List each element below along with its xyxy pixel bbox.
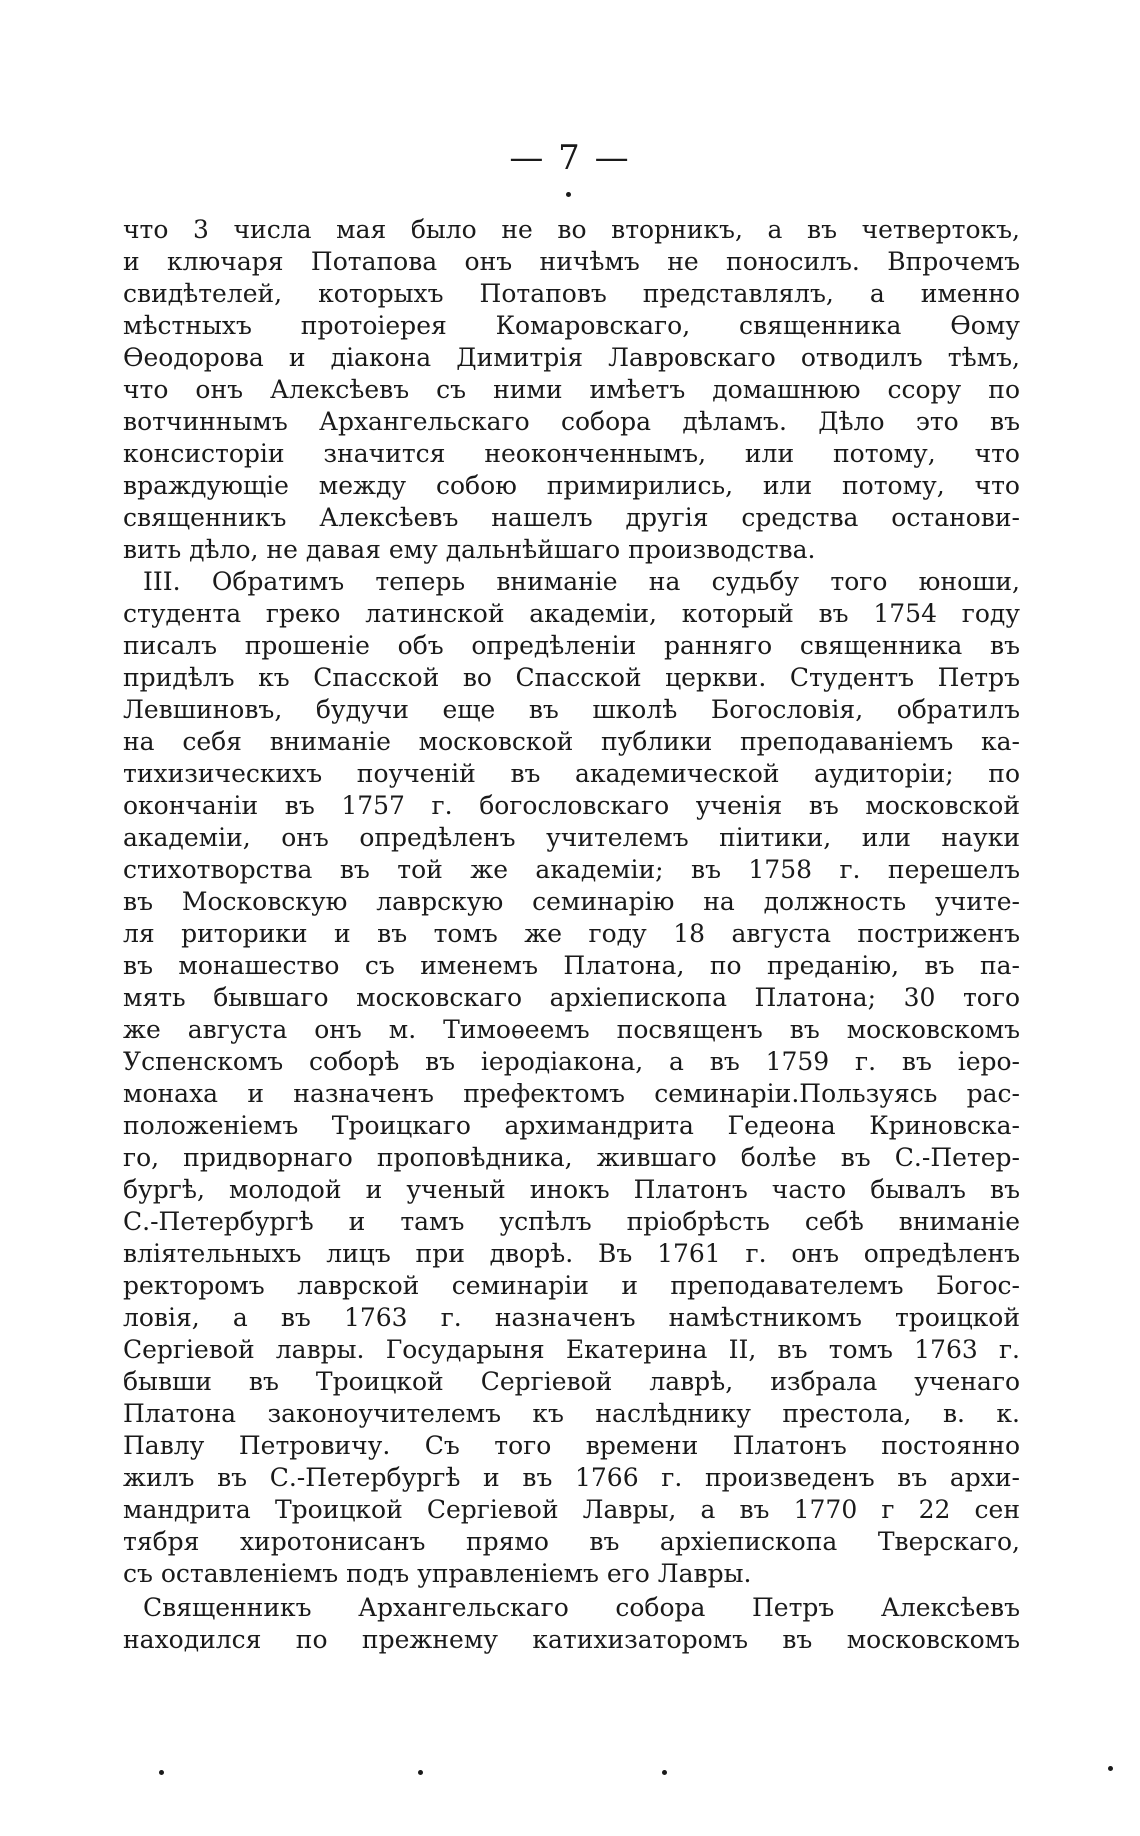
text-line: мѣстныхъ протоіерея Комаровскаго, священника Ѳому bbox=[123, 311, 1020, 340]
text-line: мандрита Троицкой Сергіевой Лавры, а въ 1770 г 22 сен bbox=[123, 1495, 1020, 1524]
text-line: же августа онъ м. Тимоѳеемъ посвященъ въ московскомъ bbox=[123, 1015, 1020, 1044]
text-line: находился по прежнему катихизаторомъ въ московскомъ bbox=[123, 1625, 1020, 1654]
text-line: что онъ Алексѣевъ съ ними имѣетъ домашнюю ссору по bbox=[123, 375, 1020, 404]
text-line: ля риторики и въ томъ же году 18 августа постриженъ bbox=[123, 919, 1020, 948]
text-line: Ѳеодорова и діакона Димитрія Лавровскаго отводилъ тѣмъ, bbox=[123, 343, 1020, 372]
ink-speck bbox=[566, 192, 571, 197]
text-line: Павлу Петровичу. Съ того времени Платонъ постоянно bbox=[123, 1431, 1020, 1460]
ink-speck bbox=[159, 1770, 164, 1775]
text-line: придѣлъ къ Спасской во Спасской церкви. Студентъ Петръ bbox=[123, 663, 1020, 692]
text-line: консисторіи значится неоконченнымъ, или потому, что bbox=[123, 439, 1020, 468]
text-line: Священникъ Архангельскаго собора Петръ Алексѣевъ bbox=[143, 1593, 1020, 1622]
text-line: Успенскомъ соборѣ въ іеродіакона, а въ 1759 г. въ іеро- bbox=[123, 1047, 1020, 1076]
text-line: ректоромъ лаврской семинаріи и преподавателемъ Богос- bbox=[123, 1271, 1020, 1300]
text-line: го, придворнаго проповѣдника, жившаго болѣе въ С.-Петер- bbox=[123, 1143, 1020, 1172]
text-line: окончаніи въ 1757 г. богословскаго ученія въ московской bbox=[123, 791, 1020, 820]
text-line: Левшиновъ, будучи еще въ школѣ Богословія, обратилъ bbox=[123, 695, 1020, 724]
page-number: — 7 — bbox=[509, 138, 631, 178]
text-line: монаха и назначенъ префектомъ семинаріи.Пользуясь рас- bbox=[123, 1079, 1020, 1108]
text-line: ловія, а въ 1763 г. назначенъ намѣстникомъ троицкой bbox=[123, 1303, 1020, 1332]
text-line: положеніемъ Троицкаго архимандрита Гедеона Криновска- bbox=[123, 1111, 1020, 1140]
text-line: тября хиротонисанъ прямо въ архіепископа Тверскаго, bbox=[123, 1527, 1020, 1556]
text-line: священникъ Алексѣевъ нашелъ другія средства останови- bbox=[123, 503, 1020, 532]
text-line: мять бывшаго московскаго архіепископа Платона; 30 того bbox=[123, 983, 1020, 1012]
text-line: въ Московскую лаврскую семинарію на должность учите- bbox=[123, 887, 1020, 916]
text-line: писалъ прошеніе объ опредѣленіи ранняго священника въ bbox=[123, 631, 1020, 660]
text-line: студента греко латинской академіи, который въ 1754 году bbox=[123, 599, 1020, 628]
text-line: III. Обратимъ теперь вниманіе на судьбу того юноши, bbox=[143, 567, 1020, 596]
text-line: и ключаря Потапова онъ ничѣмъ не поносилъ. Впрочемъ bbox=[123, 247, 1020, 276]
text-line: бургѣ, молодой и ученый инокъ Платонъ часто бывалъ въ bbox=[123, 1175, 1020, 1204]
text-line: съ оставленіемъ подъ управленіемъ его Лавры. bbox=[123, 1559, 752, 1588]
text-line: бывши въ Троицкой Сергіевой лаврѣ, избрала ученаго bbox=[123, 1367, 1020, 1396]
text-line: вотчиннымъ Архангельскаго собора дѣламъ. Дѣло это въ bbox=[123, 407, 1020, 436]
text-line: что 3 числа мая было не во вторникъ, а въ четвертокъ, bbox=[123, 215, 1020, 244]
text-line: свидѣтелей, которыхъ Потаповъ представлялъ, а именно bbox=[123, 279, 1020, 308]
text-line: вить дѣло, не давая ему дальнѣйшаго производства. bbox=[123, 535, 816, 564]
text-line: тихизическихъ поученій въ академической аудиторіи; по bbox=[123, 759, 1020, 788]
text-line: на себя вниманіе московской публики преподаваніемъ ка- bbox=[123, 727, 1020, 756]
text-line: Платона законоучителемъ къ наслѣднику престола, в. к. bbox=[123, 1399, 1020, 1428]
text-line: Сергіевой лавры. Государыня Екатерина II, въ томъ 1763 г. bbox=[123, 1335, 1020, 1364]
text-line: академіи, онъ опредѣленъ учителемъ піитики, или науки bbox=[123, 823, 1020, 852]
text-line: стихотворства въ той же академіи; въ 1758 г. перешелъ bbox=[123, 855, 1020, 884]
text-line: въ монашество съ именемъ Платона, по преданію, въ па- bbox=[123, 951, 1020, 980]
ink-speck bbox=[662, 1770, 667, 1775]
text-line: жилъ въ С.-Петербургѣ и въ 1766 г. произведенъ въ архи- bbox=[123, 1463, 1020, 1492]
text-line: С.-Петербургѣ и тамъ успѣлъ пріобрѣсть себѣ вниманіе bbox=[123, 1207, 1020, 1236]
ink-speck bbox=[1108, 1766, 1113, 1771]
text-line: враждующіе между собою примирились, или потому, что bbox=[123, 471, 1020, 500]
ink-speck bbox=[418, 1770, 423, 1775]
text-line: вліятельныхъ лицъ при дворѣ. Въ 1761 г. онъ опредѣленъ bbox=[123, 1239, 1020, 1268]
